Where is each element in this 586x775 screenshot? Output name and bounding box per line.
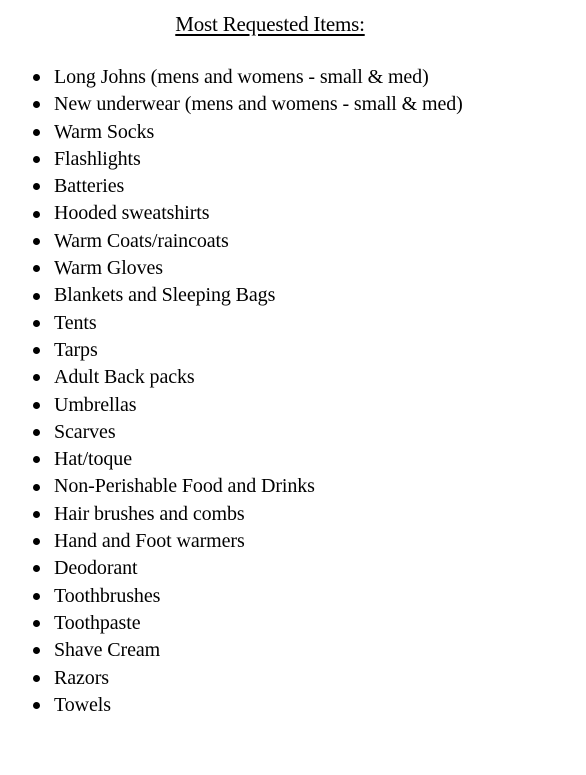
bullet-icon [33,675,40,682]
bullet-icon [33,293,40,300]
bullet-icon [33,374,40,381]
list-item-text: Hair brushes and combs [54,502,245,525]
list-item-text: Hooded sweatshirts [54,202,210,225]
bullet-icon [33,620,40,627]
bullet-icon [33,702,40,709]
list-item [33,64,463,91]
bullet-icon [33,484,40,491]
list-item [33,91,463,118]
list-item-text: Adult Back packs [54,366,195,389]
bullet-icon [33,238,40,245]
list-item [33,200,463,227]
list-item-text: Hat/toque [54,448,132,471]
list-item [33,310,463,337]
bullet-icon [33,565,40,572]
list-item [33,692,463,719]
list-item-text: Toothpaste [54,611,141,634]
list-item-text: Tarps [54,338,98,361]
list-item [33,501,463,528]
page-title: Most Requested Items: [175,12,365,36]
bullet-icon [33,456,40,463]
list-item [33,528,463,555]
bullet-icon [33,101,40,108]
list-item [33,583,463,610]
list-item-text: Toothbrushes [54,584,161,607]
list-item [33,665,463,692]
bullet-icon [33,538,40,545]
list-item-text: Warm Gloves [54,257,163,280]
list-item [33,446,463,473]
list-item [33,637,463,664]
list-item-text: Flashlights [54,147,141,170]
bullet-icon [33,211,40,218]
bullet-icon [33,429,40,436]
list-item [33,555,463,582]
list-item [33,364,463,391]
list-item [33,255,463,282]
bullet-icon [33,129,40,136]
list-item-text: Warm Socks [54,120,155,143]
list-item [33,282,463,309]
bullet-icon [33,647,40,654]
list-item [33,337,463,364]
list-item-text: Umbrellas [54,393,137,416]
bullet-icon [33,74,40,81]
bullet-icon [33,402,40,409]
list-item [33,392,463,419]
list-item-text: Warm Coats/raincoats [54,229,229,252]
list-item-text: Scarves [54,420,116,443]
bullet-icon [33,320,40,327]
list-item [33,473,463,500]
requested-items-list [33,64,463,719]
list-item-text: New underwear (mens and womens - small & med) [54,93,463,116]
list-item [33,228,463,255]
list-item [33,119,463,146]
list-item-text: Blankets and Sleeping Bags [54,284,276,307]
list-item-text: Deodorant [54,557,138,580]
list-item-text: Batteries [54,175,125,198]
list-item-text: Shave Cream [54,639,161,662]
bullet-icon [33,183,40,190]
list-item [33,610,463,637]
list-item-text: Tents [54,311,97,334]
bullet-icon [33,511,40,518]
list-item-text: Non-Perishable Food and Drinks [54,475,315,498]
list-item-text: Razors [54,666,109,689]
list-item [33,173,463,200]
list-item [33,146,463,173]
list-item-text: Long Johns (mens and womens - small & med) [54,66,429,88]
list-item [33,419,463,446]
bullet-icon [33,156,40,163]
list-item-text: Hand and Foot warmers [54,530,245,553]
bullet-icon [33,593,40,600]
bullet-icon [33,347,40,354]
bullet-icon [33,265,40,272]
list-item-text: Towels [54,693,111,716]
